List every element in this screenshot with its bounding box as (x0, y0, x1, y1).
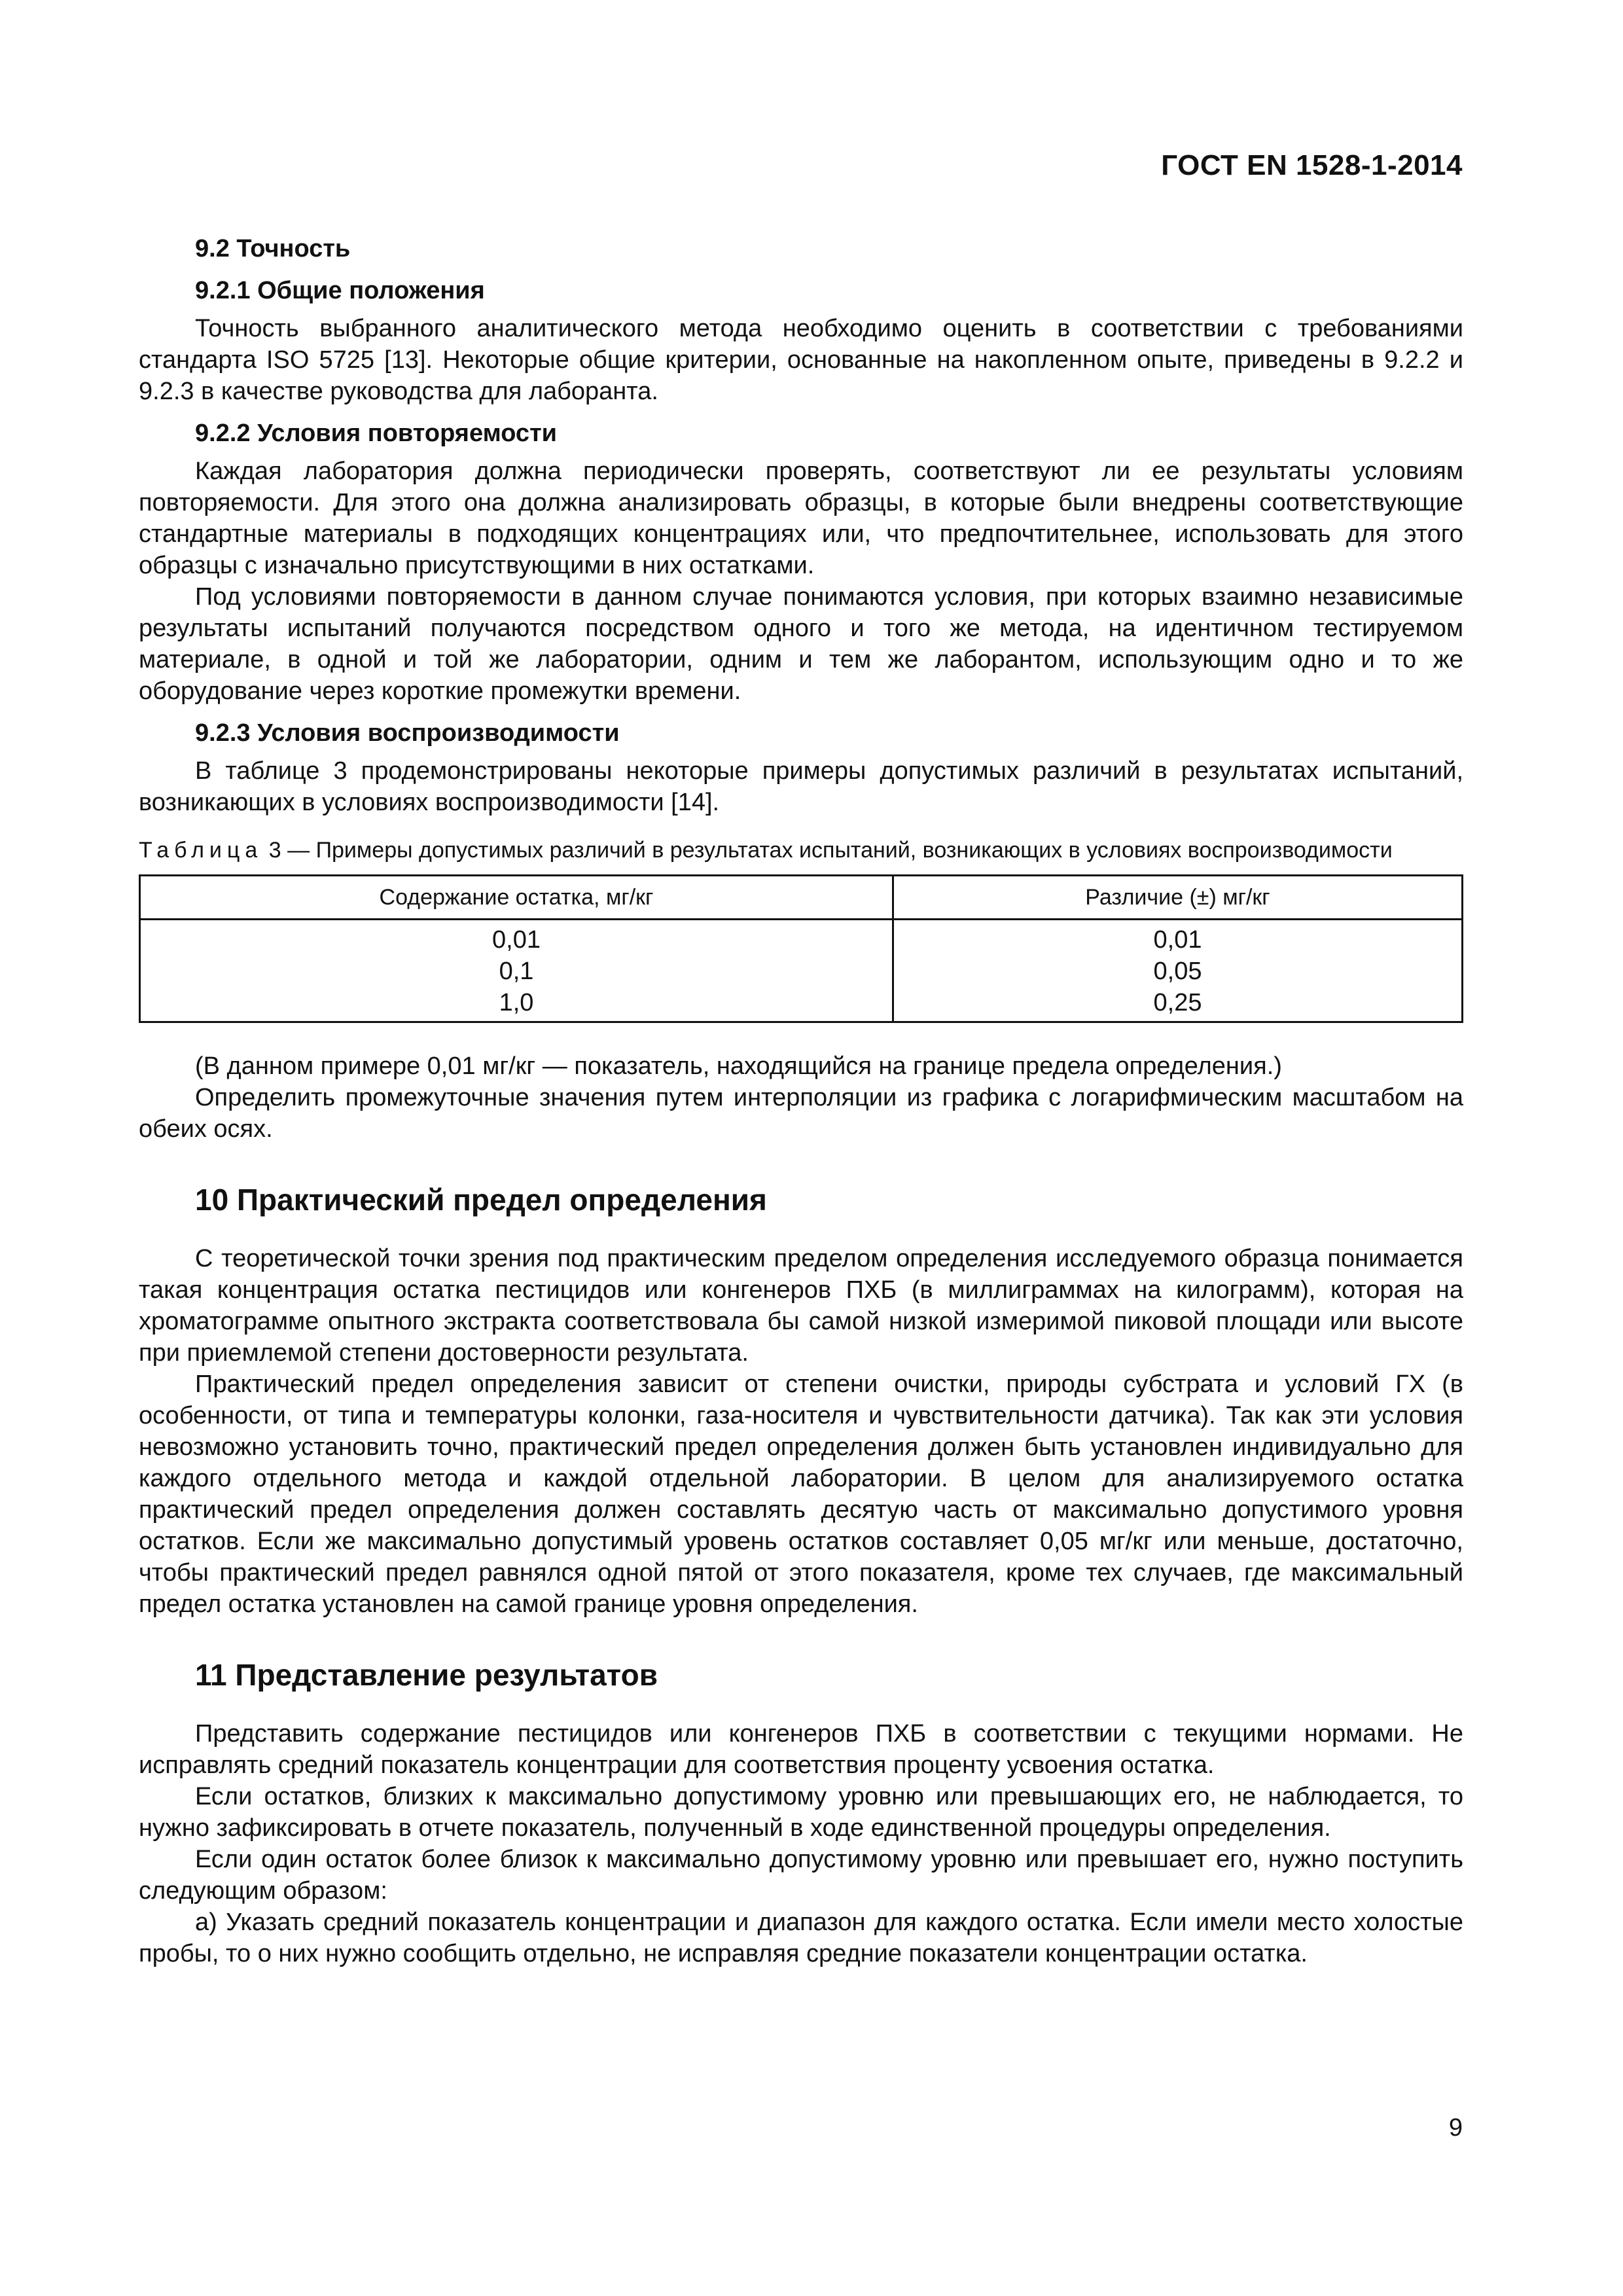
column-header-difference: Различие (±) мг/кг (893, 876, 1463, 920)
table-cell: 0,25 (893, 987, 1463, 1022)
page-content (139, 233, 1463, 1969)
page-number: 9 (1448, 2114, 1463, 2142)
paragraph: (В данном примере 0,01 мг/кг — показатель, находящийся на границе предела определения.) (195, 1052, 1282, 1080)
paragraph: Под условиями повторяемости в данном случае понимаются условия, при которых взаимно независимые результаты испытаний получаются посредством одного и того же метода, на идентичном тестируемом материале, в одной и той же лаборатории, одним и тем же лаборантом, использующим одно и то же оборудование через короткие промежутки времени. (139, 583, 1463, 705)
paragraph: Если остатков, близких к максимально допустимому уровню или превышающих его, не наблюдается, то нужно зафиксировать в отчете показатель, полученный в ходе единственной процедуры определения. (139, 1783, 1463, 1842)
table-header-row (140, 876, 1463, 920)
section-10-title: 10 Практический предел определения (195, 1183, 767, 1217)
section-9-2-1-title: 9.2.1 Общие положения (195, 277, 485, 304)
paragraph: а) Указать средний показатель концентрации и диапазон для каждого остатка. Если имели место холостые пробы, то о них нужно сообщить отдельно, не исправляя средние показатели концентрации остатка. (139, 1909, 1463, 1967)
table-cell: 0,1 (140, 956, 893, 987)
section-9-2-title: 9.2 Точность (195, 235, 351, 262)
table-row (140, 987, 1463, 1022)
paragraph: Каждая лаборатория должна периодически проверять, соответствуют ли ее результаты условиям повторяемости. Для этого она должна анализировать образцы, в которые были внедрены соответствующие стандартные материалы в подходящих концентрациях или, что предпочтительнее, использовать для этого образцы с изначально присутствующими в них остатками. (139, 457, 1463, 579)
table-caption (139, 836, 1463, 864)
table-row (140, 920, 1463, 956)
paragraph: В таблице 3 продемонстрированы некоторые примеры допустимых различий в результатах испытаний, возникающих в условиях воспроизводимости [14]. (139, 757, 1463, 816)
table-row (140, 956, 1463, 987)
paragraph: С теоретической точки зрения под практическим пределом определения исследуемого образца понимается такая концентрация остатка пестицидов или конгенеров ПХБ (в миллиграммах на килограмм), которая на хроматограмме опытного экстракта соответствовала бы самой низкой измеримой пиковой площади или высоте при приемлемой степени достоверности результата. (139, 1245, 1463, 1367)
section-11-title: 11 Представление результатов (195, 1658, 658, 1692)
column-header-residue: Содержание остатка, мг/кг (140, 876, 893, 920)
paragraph: Представить содержание пестицидов или конгенеров ПХБ в соответствии с текущими нормами. Не исправлять средний показатель концентрации для соответствия проценту усвоения остатка. (139, 1720, 1463, 1779)
table-caption-text: 3 — Примеры допустимых различий в результатах испытаний, возникающих в условиях воспроизводимости (268, 838, 1393, 863)
paragraph: Если один остаток более близок к максимально допустимому уровню или превышает его, нужно поступить следующим образом: (139, 1846, 1463, 1905)
table-cell: 0,01 (140, 920, 893, 956)
data-table (139, 874, 1463, 1023)
section-9-2-2-title: 9.2.2 Условия повторяемости (195, 420, 558, 447)
table-cell: 0,05 (893, 956, 1463, 987)
section-9-2-3-title: 9.2.3 Условия воспроизводимости (195, 719, 620, 747)
document-id: ГОСТ EN 1528-1-2014 (1161, 149, 1463, 181)
table-cell: 1,0 (140, 987, 893, 1022)
table-caption-prefix: Таблица (139, 838, 263, 863)
paragraph: Точность выбранного аналитического метода необходимо оценить в соответствии с требованиями стандарта ISO 5725 [13]. Некоторые общие критерии, основанные на накопленном опыте, приведены в 9.2.2 и 9.2.3 в качестве руководства для лаборанта. (139, 315, 1463, 405)
table-cell: 0,01 (893, 920, 1463, 956)
paragraph: Определить промежуточные значения путем интерполяции из графика с логарифмическим масштабом на обеих осях. (139, 1084, 1463, 1143)
paragraph: Практический предел определения зависит от степени очистки, природы субстрата и условий ГХ (в особенности, от типа и температуры колонки, газа-носителя и чувствительности датчика). Так как эти условия невозможно установить точно, практический предел определения должен быть установлен индивидуально для каждого отдельного метода и каждой отдельной лаборатории. В целом для анализируемого остатка практический предел определения должен составлять десятую часть от максимально допустимого уровня остатков. Если же максимально допустимый уровень остатков составляет 0,05 мг/кг или меньше, достаточно, чтобы практический предел равнялся одной пятой от этого показателя, кроме тех случаев, где максимальный предел остатка установлен на самой границе уровня определения. (139, 1371, 1463, 1618)
